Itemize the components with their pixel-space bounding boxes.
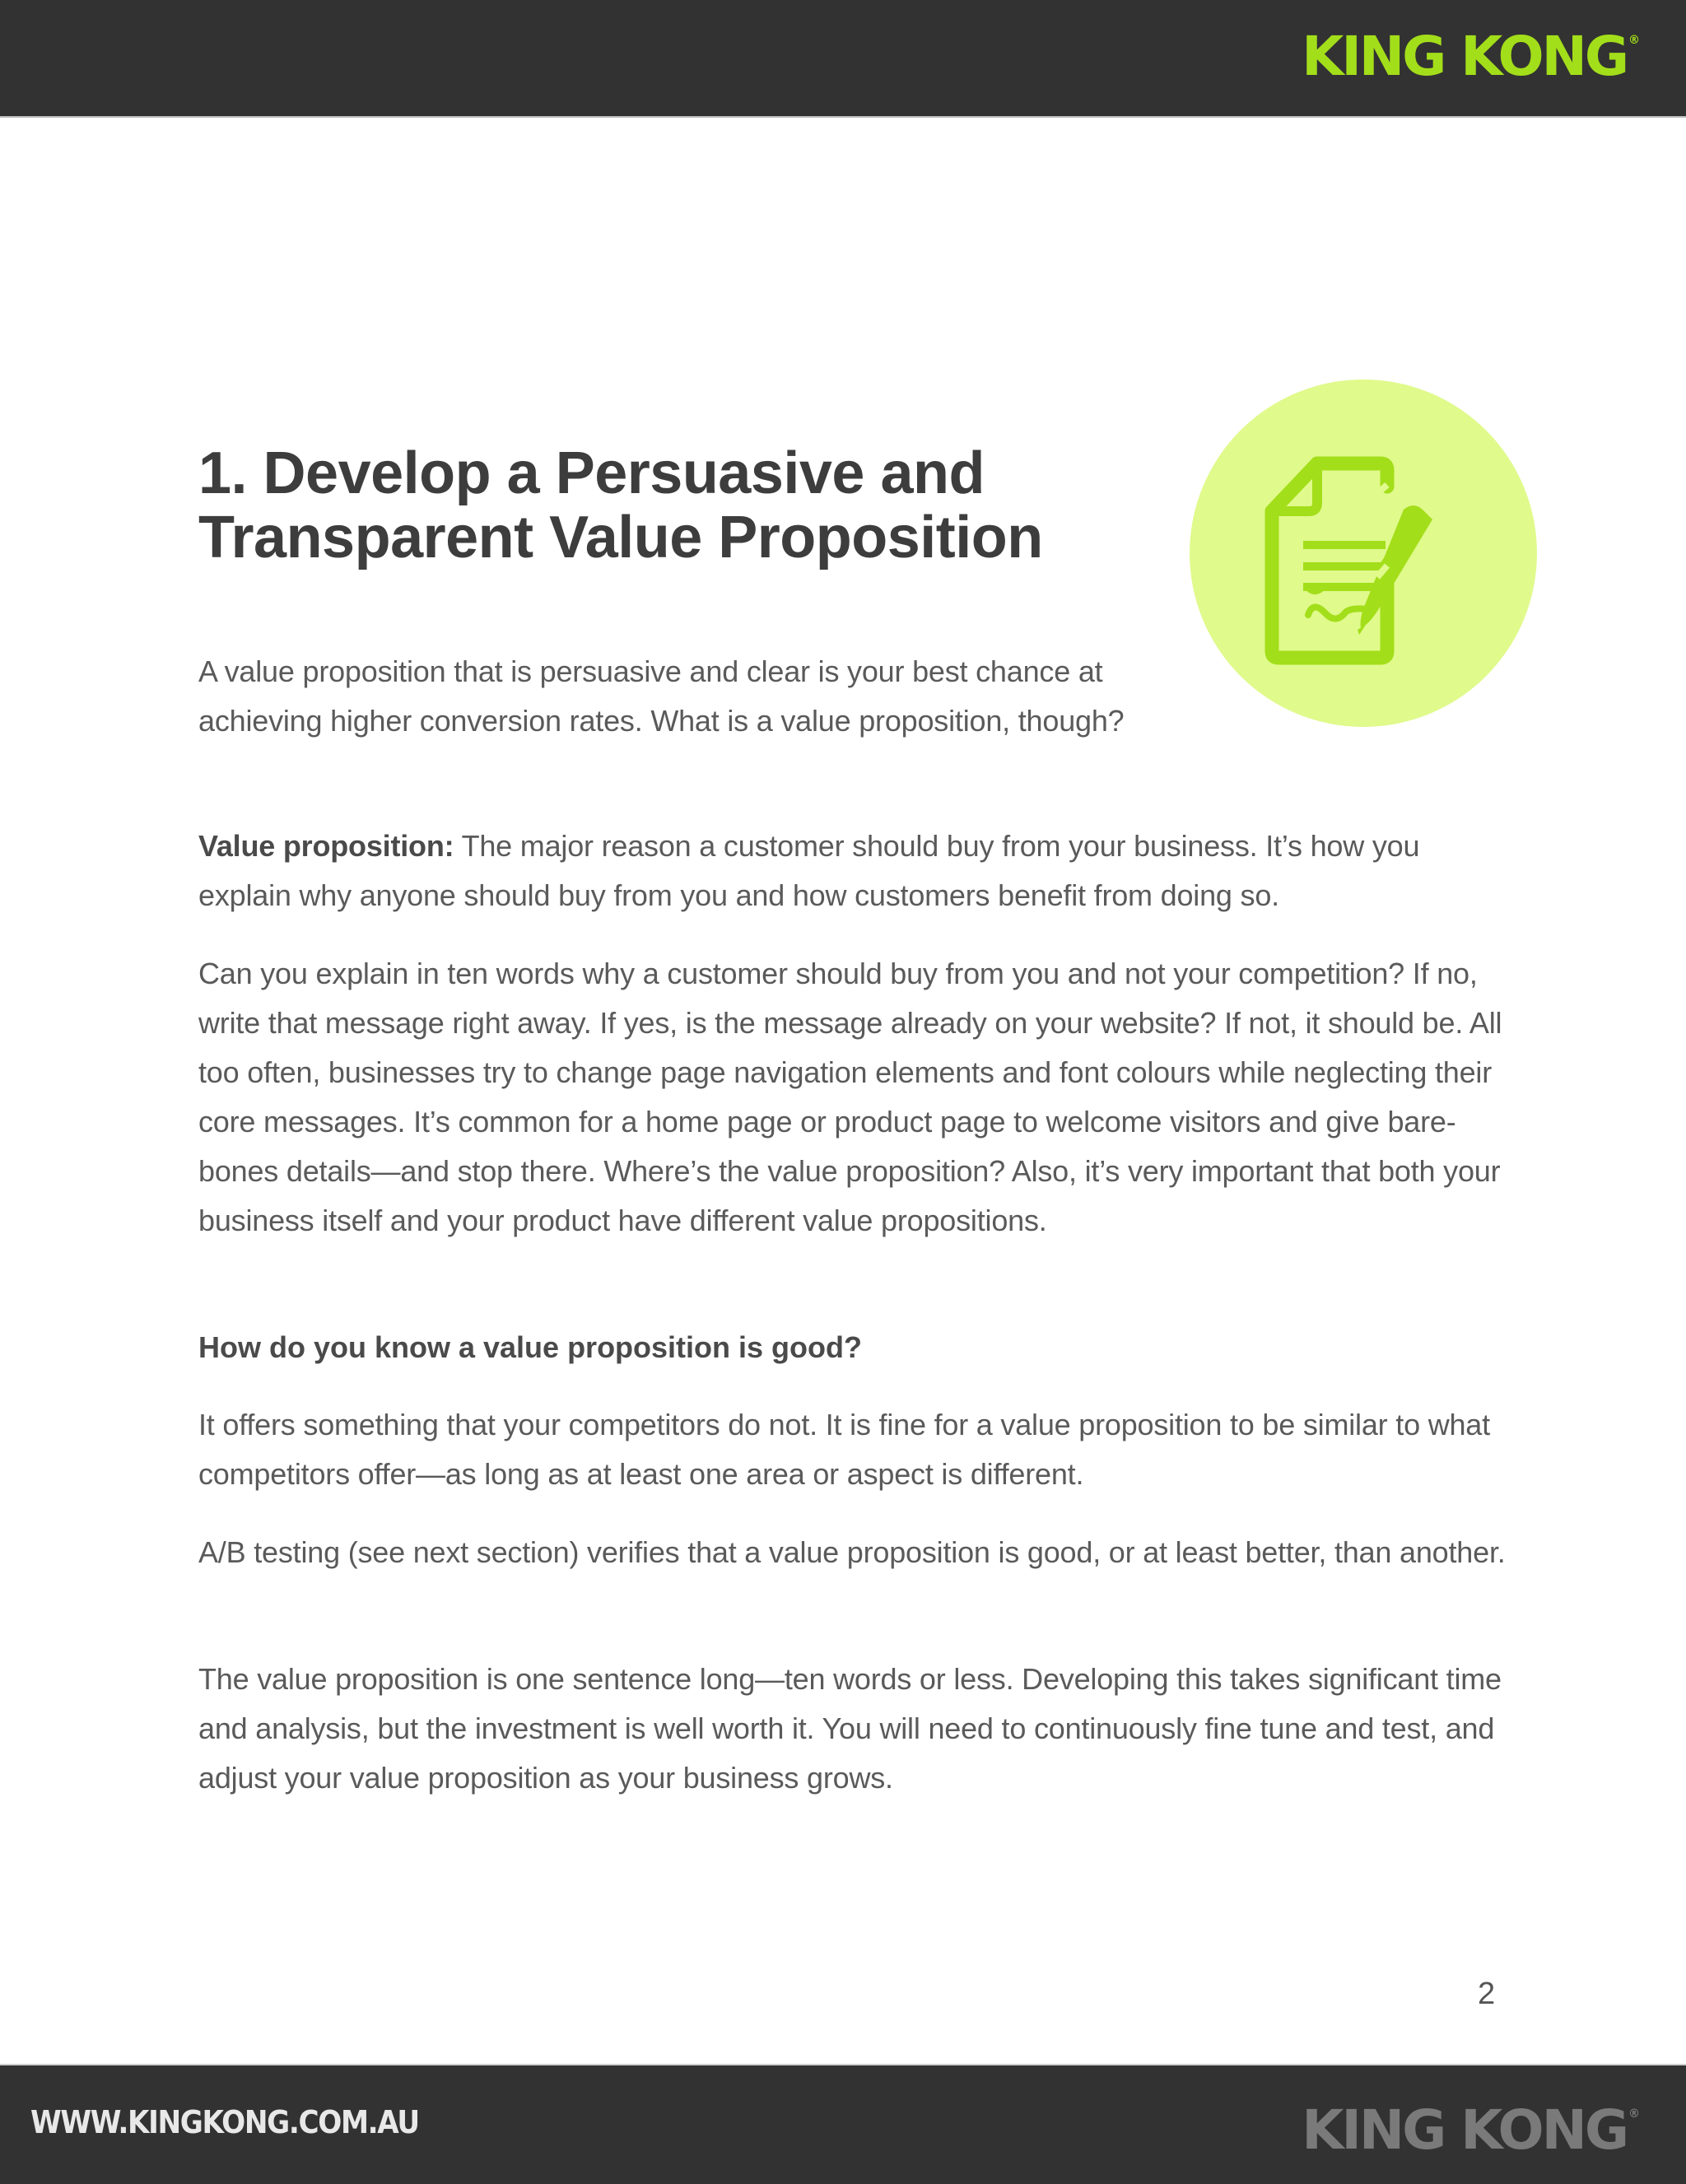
- definition-text: The major reason a customer should buy from your business. It’s how you explain why anyone should buy from you and how customers benefit from doing so.: [198, 829, 1420, 912]
- page-title: [198, 441, 1186, 570]
- footer-registered-mark: ®: [1628, 2107, 1640, 2121]
- criteria-paragraph-2: A/B testing (see next section) verifies that a value proposition is good, or at least better, than another.: [198, 1535, 1506, 1569]
- definition-paragraph: [198, 822, 1516, 920]
- definition-label: Value proposition:: [198, 829, 454, 863]
- header-bar: [0, 0, 1686, 118]
- explanation-paragraph: Can you explain in ten words why a customer should buy from you and not your competition? If no, write that message right away. If yes, is the message already on your website? If not, it should be. All too often, businesses try to change page navigation elements and font colours while neglecting their core messages. It’s common for a home page or product page to welcome visitors and give bare-bones details—and stop there. Where’s the value proposition? Also, it’s very important that both your business itself and your product have different value propositions.: [198, 957, 1502, 1237]
- website-link[interactable]: WWW.KINGKONG.COM.AU: [30, 2104, 419, 2140]
- criteria-paragraph-3: The value proposition is one sentence long—ten words or less. Developing this takes significant time and analysis, but the investment is well worth it. You will need to continuously fine tune and test, and adjust your value proposition as your business grows.: [198, 1662, 1502, 1795]
- footer-king-kong-logo: [1302, 2098, 1640, 2162]
- registered-mark: ®: [1628, 34, 1640, 47]
- intro-paragraph: A value proposition that is persuasive and clear is your best chance at achieving higher conversion rates. What is a value proposition, though?: [198, 654, 1125, 738]
- page-number: 2: [1478, 1977, 1496, 2011]
- brand-name: KING KONG: [1302, 25, 1627, 88]
- page-title-line-1: 1. Develop a Persuasive and: [198, 440, 985, 506]
- document-signature-pen-icon: [1190, 380, 1537, 727]
- footer-bar: [0, 2064, 1686, 2184]
- criteria-paragraph-1: It offers something that your competitors do not. It is fine for a value proposition to be similar to what competitors offer—as long as at least one area or aspect is different.: [198, 1408, 1490, 1491]
- page-title-line-2: Transparent Value Proposition: [198, 505, 1043, 570]
- footer-brand-name: KING KONG: [1302, 2098, 1627, 2162]
- section-subheading: How do you know a value proposition is good?: [198, 1330, 863, 1364]
- king-kong-logo: [1302, 25, 1640, 88]
